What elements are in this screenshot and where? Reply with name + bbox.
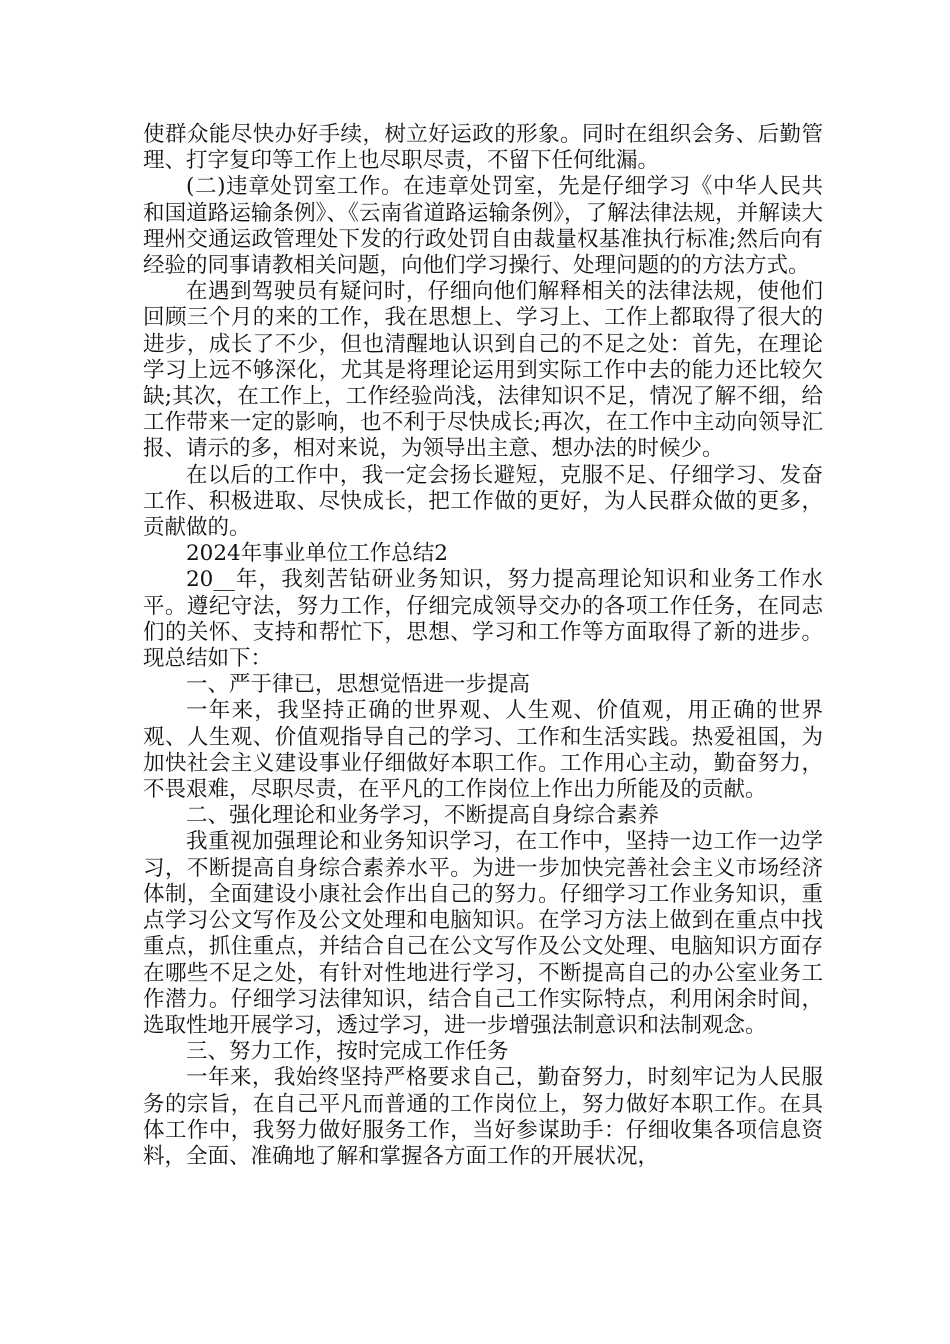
heading-3: 三、努力工作，按时完成工作任务 xyxy=(186,1039,509,1065)
paragraph-3: 在遇到驾驶员有疑问时，仔细向他们解释相关的法律法规，使他们回顾三个月的来的工作，我在思想上、学习上、工作上都取得了很大的进步，成长了不少，但也清醒地认识到自己的不足之处：首先，在理论学习上远不够深化，尤其是将理论运用到实际工作中去的能力还比较欠缺;其次，在工作上，工作经验尚浅，法律知识不足，情况了解不细，给工作带来一定的影响，也不利于尽快成长;再次，在工作中主动向领导汇报、请示的多，相对来说，为领导出主意、想办法的时候少。 xyxy=(143,279,823,462)
paragraph-4: 在以后的工作中，我一定会扬长避短，克服不足、仔细学习、发奋工作、积极进取、尽快成长，把工作做的更好，为人民群众做的更多，贡献做的。 xyxy=(143,462,823,541)
paragraph-intro: 20__年，我刻苦钻研业务知识，努力提高理论知识和业务工作水平。遵纪守法，努力工作，仔细完成领导交办的各项工作任务，在同志们的关怀、支持和帮忙下，思想、学习和工作等方面取得了新的进步。现总结如下： xyxy=(143,567,823,672)
section-title: 2024年事业单位工作总结2 xyxy=(186,541,448,567)
heading-1: 一、严于律已，思想觉悟进一步提高 xyxy=(186,672,531,698)
paragraph-7: 一年来，我始终坚持严格要求自己，勤奋努力，时刻牢记为人民服务的宗旨，在自己平凡而普通的工作岗位上，努力做好本职工作。在具体工作中，我努力做好服务工作，当好参谋助手：仔细收集各项信息资料，全面、准确地了解和掌握各方面工作的开展状况， xyxy=(143,1065,823,1169)
document-body xyxy=(143,122,823,1170)
paragraph-6: 我重视加强理论和业务知识学习，在工作中，坚持一边工作一边学习，不断提高自身综合素养水平。为进一步加快完善社会主义市场经济体制，全面建设小康社会作出自己的努力。仔细学习工作业务知识，重点学习公文写作及公文处理和电脑知识。在学习方法上做到在重点中找重点，抓住重点，并结合自己在公文写作及公文处理、电脑知识方面存在哪些不足之处，有针对性地进行学习，不断提高自己的办公室业务工作潜力。仔细学习法律知识，结合自己工作实际特点，利用闲余时间，选取性地开展学习，透过学习，进一步增强法制意识和法制观念。 xyxy=(143,829,823,1038)
paragraph-5: 一年来，我坚持正确的世界观、人生观、价值观，用正确的世界观、人生观、价值观指导自己的学习、工作和生活实践。热爱祖国，为加快社会主义建设事业仔细做好本职工作。工作用心主动，勤奋努力，不畏艰难，尽职尽责，在平凡的工作岗位上作出力所能及的贡献。 xyxy=(143,698,823,803)
heading-2: 二、强化理论和业务学习，不断提高自身综合素养 xyxy=(186,803,660,829)
paragraph-2: (二)违章处罚室工作。在违章处罚室，先是仔细学习《中华人民共和国道路运输条例》、《云南省道路运输条例》，了解法律法规，并解读大理州交通运政管理处下发的行政处罚自由裁量权基准执行标准;然后向有经验的同事请教相关问题，向他们学习操行、处理问题的的方法方式。 xyxy=(143,174,823,279)
paragraph-1: 使群众能尽快办好手续，树立好运政的形象。同时在组织会务、后勤管理、打字复印等工作上也尽职尽责，不留下任何纰漏。 xyxy=(143,122,823,174)
